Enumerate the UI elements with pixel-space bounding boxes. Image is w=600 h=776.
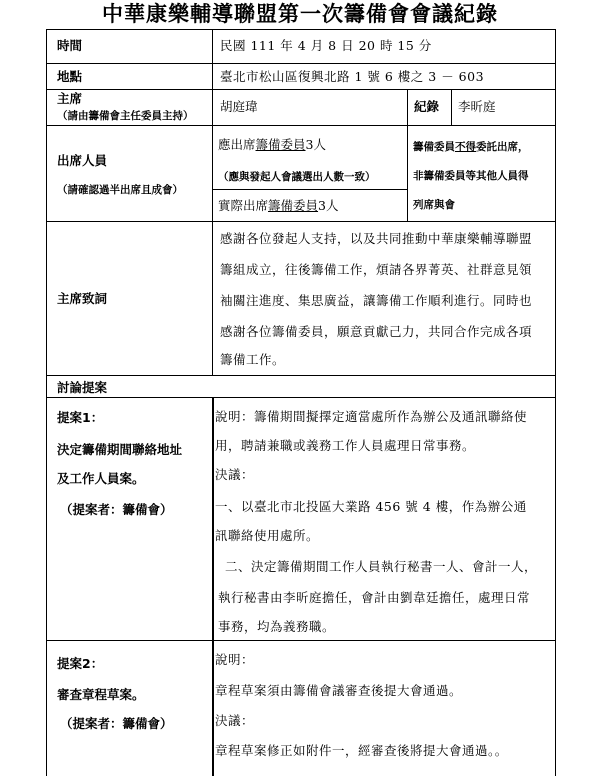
location-value: 臺北市松山區復興北路 1 號 6 樓之 3 － 603	[220, 69, 485, 84]
proposal2-line: 說明：	[215, 652, 255, 667]
speech-line: 感謝各位籌備委員，願意貢獻己力，共同合作完成各項	[220, 324, 533, 339]
row-divider	[46, 125, 556, 126]
location-label: 地點	[57, 69, 83, 84]
proposal1-line: 執行秘書由李昕庭擔任，會計由劉韋廷擔任，處理日常	[218, 590, 531, 605]
time-label: 時間	[57, 38, 83, 53]
speech-label: 主席致詞	[57, 291, 108, 306]
chair-value: 胡庭瑋	[220, 99, 258, 114]
attendance-rule-line2: 非籌備委員等其他人員得	[413, 170, 529, 182]
proposal2-label: 提案2：	[57, 656, 104, 671]
proposal1-line: 二、決定籌備期間工作人員執行秘書一人、會計一人，	[225, 559, 538, 574]
column-divider	[212, 397, 214, 776]
attendance-rule-line3: 列席與會	[413, 199, 455, 211]
proposal2-line: 決議：	[215, 713, 255, 728]
proposal1-label: 提案1：	[57, 410, 104, 425]
document-title: 中華康樂輔導聯盟第一次籌備會會議紀錄	[102, 2, 498, 26]
row-divider	[46, 397, 556, 398]
row-divider	[46, 640, 556, 641]
proposal1-proposer: （提案者：籌備會）	[60, 502, 173, 517]
actual-role: 籌備委員	[268, 198, 319, 213]
column-divider	[407, 125, 408, 221]
actual-count: 3人	[318, 198, 339, 213]
proposal2-line: 章程草案須由籌備會議審查後提大會通過。	[215, 683, 463, 698]
speech-line: 感謝各位發起人支持，以及共同推動中華康樂輔導聯盟	[220, 231, 533, 246]
row-divider	[46, 221, 556, 222]
speech-line: 袖關注進度、集思廣益，讓籌備工作順利進行。同時也	[220, 293, 533, 308]
proposal1-line: 訊聯絡使用處所。	[215, 528, 320, 543]
expected-count: 3人	[305, 137, 326, 152]
row-divider	[46, 375, 556, 376]
expected-attendance	[218, 137, 326, 153]
proposal1-line: 一、以臺北市北投區大業路 456 號 4 樓，作為辦公通	[215, 499, 527, 514]
speech-line: 籌組成立，往後籌備工作，煩請各界菁英、社群意見領	[220, 262, 533, 277]
rule-rest: 委託出席，	[476, 141, 529, 153]
proposal2-line: 章程草案修正如附件一，經審查後將提大會通過。。	[215, 743, 508, 758]
attendees-note: （請確認過半出席且成會）	[57, 184, 183, 196]
time-value: 民國 111 年 4 月 8 日 20 時 15 分	[220, 38, 432, 53]
actual-attendance	[218, 198, 338, 214]
attendees-label: 出席人員	[57, 153, 108, 168]
rule-subject: 籌備委員	[413, 141, 455, 153]
proposal1-subject: 決定籌備期間聯絡地址	[57, 442, 183, 457]
proposal1-line: 說明：籌備期間擬擇定適當處所作為辦公及通訊聯絡使	[215, 409, 528, 424]
expected-role: 籌備委員	[255, 137, 306, 152]
column-divider	[407, 89, 408, 125]
sub-divider	[212, 189, 407, 190]
attendance-rule-line1	[413, 139, 529, 155]
recorder-value: 李昕庭	[458, 99, 496, 114]
row-divider	[46, 63, 556, 64]
column-divider	[212, 29, 213, 375]
expected-prefix: 應出席	[218, 137, 256, 152]
proposal1-line: 事務，均為義務職。	[218, 619, 336, 634]
recorder-label: 紀錄	[414, 99, 440, 114]
expected-note: （應與發起人會議選出人數一致）	[218, 171, 376, 183]
proposal1-subject: 及工作人員案。	[57, 471, 145, 486]
proposal2-subject: 審查章程草案。	[57, 687, 145, 702]
column-divider	[451, 89, 452, 125]
rule-emphasis: 不得	[455, 141, 476, 153]
proposal2-proposer: （提案者：籌備會）	[60, 716, 173, 731]
row-divider	[46, 89, 556, 90]
proposal1-line: 決議：	[215, 467, 255, 482]
chair-label: 主席	[57, 91, 83, 106]
chair-note: （請由籌備會主任委員主持）	[57, 110, 194, 122]
proposal1-line: 用，聘請兼職或義務工作人員處理日常事務。	[215, 438, 476, 453]
actual-prefix: 實際出席	[218, 198, 269, 213]
discussion-label: 討論提案	[57, 380, 108, 395]
speech-line: 籌備工作。	[220, 352, 286, 367]
